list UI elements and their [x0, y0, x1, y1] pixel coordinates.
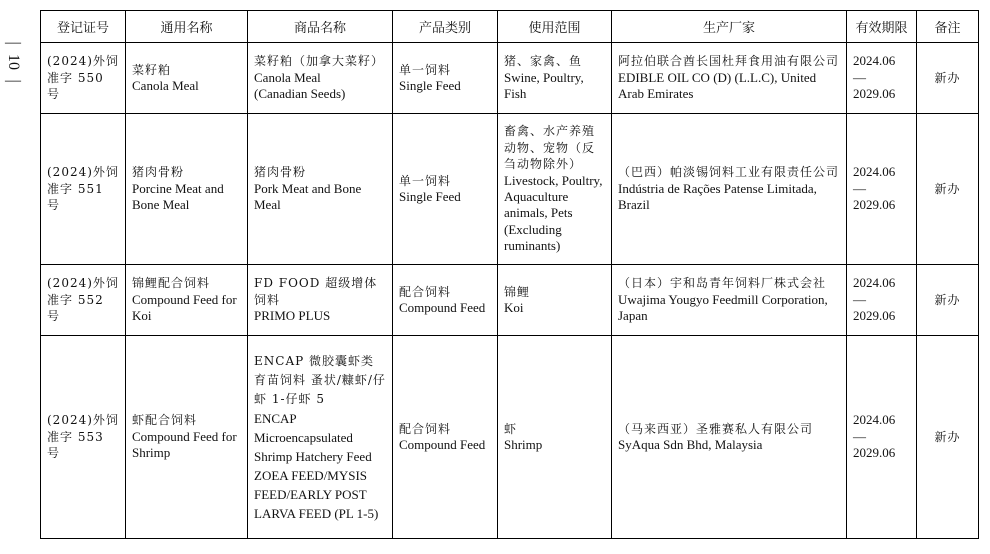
- note-cell: 新办: [917, 265, 979, 336]
- validity-cell: 2024.06 — 2029.06: [847, 114, 917, 265]
- trade-name-cell: FD FOOD 超级增体饲料 PRIMO PLUS: [248, 265, 393, 336]
- header-common-name: 通用名称: [126, 11, 248, 43]
- header-scope: 使用范围: [498, 11, 612, 43]
- scope-cell: 虾 Shrimp: [498, 336, 612, 539]
- page-number-value: 10: [5, 54, 22, 70]
- reg-no-cell: (2024)外饲 准字 553 号: [41, 336, 126, 539]
- common-name-cell: 菜籽粕 Canola Meal: [126, 43, 248, 114]
- manufacturer-cell: 阿拉伯联合酋长国杜拜食用油有限公司 EDIBLE OIL CO (D) (L.L.C), United Arab Emirates: [612, 43, 847, 114]
- common-name-cell: 猪肉骨粉 Porcine Meat and Bone Meal: [126, 114, 248, 265]
- header-note: 备注: [917, 11, 979, 43]
- header-validity: 有效期限: [847, 11, 917, 43]
- trade-name-cell: 猪肉骨粉 Pork Meat and Bone Meal: [248, 114, 393, 265]
- category-cell: 单一饲料 Single Feed: [393, 114, 498, 265]
- table-row: [41, 336, 979, 539]
- manufacturer-cell: （日本）宇和岛青年饲料厂株式会社 Uwajima Yougyo Feedmill Corporation, Japan: [612, 265, 847, 336]
- reg-no-cell: (2024)外饲 准字 551 号: [41, 114, 126, 265]
- table-row: [41, 114, 979, 265]
- header-reg-no: 登记证号: [41, 11, 126, 43]
- validity-cell: 2024.06 — 2029.06: [847, 265, 917, 336]
- reg-no-cell: (2024)外饲 准字 550 号: [41, 43, 126, 114]
- scope-cell: 锦鲤 Koi: [498, 265, 612, 336]
- validity-cell: 2024.06 — 2029.06: [847, 336, 917, 539]
- table-row: [41, 43, 979, 114]
- category-cell: 单一饲料 Single Feed: [393, 43, 498, 114]
- category-cell: 配合饲料 Compound Feed: [393, 336, 498, 539]
- scope-cell: 畜禽、水产养殖动物、宠物（反刍动物除外） Livestock, Poultry, Aquaculture animals, Pets (Excluding ruminants): [498, 114, 612, 265]
- scope-cell: 猪、家禽、鱼 Swine, Poultry, Fish: [498, 43, 612, 114]
- table-header-row: [41, 11, 979, 43]
- table-row: [41, 265, 979, 336]
- common-name-cell: 锦鲤配合饲料 Compound Feed for Koi: [126, 265, 248, 336]
- header-category: 产品类别: [393, 11, 498, 43]
- validity-cell: 2024.06 — 2029.06: [847, 43, 917, 114]
- manufacturer-cell: （巴西）帕淡锡饲料工业有限责任公司 Indústria de Rações Patense Limitada, Brazil: [612, 114, 847, 265]
- trade-name-cell: ENCAP 微胶囊虾类育苗饲料 蚤状/糠虾/仔虾 1-仔虾 5 ENCAP Microencapsulated Shrimp Hatchery Feed ZOEA FEED/MYSIS FEED/EARLY POST LARVA FEED (PL 1-5): [248, 336, 393, 539]
- registration-table: [40, 10, 979, 539]
- note-cell: 新办: [917, 43, 979, 114]
- common-name-cell: 虾配合饲料 Compound Feed for Shrimp: [126, 336, 248, 539]
- note-cell: 新办: [917, 336, 979, 539]
- header-trade-name: 商品名称: [248, 11, 393, 43]
- trade-name-cell: 菜籽粕（加拿大菜籽） Canola Meal (Canadian Seeds): [248, 43, 393, 114]
- manufacturer-cell: （马来西亚）圣雅赛私人有限公司 SyAqua Sdn Bhd, Malaysia: [612, 336, 847, 539]
- note-cell: 新办: [917, 114, 979, 265]
- category-cell: 配合饲料 Compound Feed: [393, 265, 498, 336]
- page-number: — 10 —: [5, 34, 22, 89]
- reg-no-cell: (2024)外饲 准字 552 号: [41, 265, 126, 336]
- header-manufacturer: 生产厂家: [612, 11, 847, 43]
